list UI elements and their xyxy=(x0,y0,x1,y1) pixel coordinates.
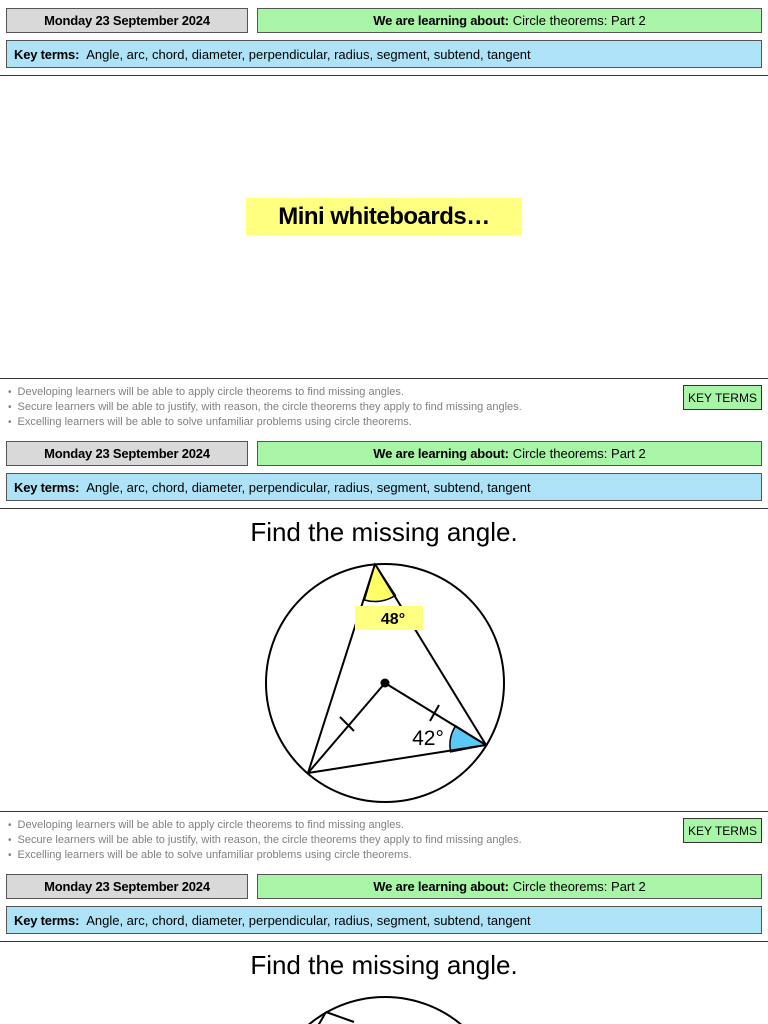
key-terms-label: Key terms: xyxy=(14,912,80,928)
date-box xyxy=(6,8,248,33)
footer-divider xyxy=(0,378,768,379)
chord-top-left xyxy=(308,564,375,773)
objective-secure: • Secure learners will be able to justify, with reason, the circle theorems they apply to find missing angles. xyxy=(8,400,522,415)
key-terms-box xyxy=(6,40,762,68)
key-terms-label: Key terms: xyxy=(14,46,80,62)
date-box xyxy=(6,441,248,466)
mini-whiteboards-title: Mini whiteboards… xyxy=(246,198,522,235)
learning-label: We are learning about: xyxy=(373,13,509,28)
angle-label-42: 42° xyxy=(412,727,444,750)
key-terms-button[interactable]: KEY TERMS xyxy=(683,818,762,843)
learning-objective-box xyxy=(257,874,762,899)
date-box xyxy=(6,874,248,899)
question-text: Find the missing angle. xyxy=(250,950,518,980)
objective-secure: • Secure learners will be able to justify, with reason, the circle theorems they apply to find missing angles. xyxy=(8,833,522,848)
key-terms-list: Angle, arc, chord, diameter, perpendicular, radius, segment, subtend, tangent xyxy=(86,46,531,62)
chord-top-right xyxy=(375,564,486,745)
slide-2 xyxy=(0,433,768,866)
tick-mark-right xyxy=(430,705,439,721)
learning-objective-box xyxy=(257,8,762,33)
date-text: Monday 23 September 2024 xyxy=(44,879,210,894)
learning-topic: Circle theorems: Part 2 xyxy=(512,879,646,894)
key-terms-list: Angle, arc, chord, diameter, perpendicular, radius, segment, subtend, tangent xyxy=(86,479,531,495)
slide-3 xyxy=(0,866,768,1024)
key-terms-box xyxy=(6,473,762,501)
centre-point xyxy=(381,679,390,688)
objectives-list xyxy=(8,818,522,863)
objective-developing: • Developing learners will be able to apply circle theorems to find missing angles. xyxy=(8,385,522,400)
objective-excelling: • Excelling learners will be able to solve unfamiliar problems using circle theorems. xyxy=(8,415,522,430)
learning-objective-box xyxy=(257,441,762,466)
circle-theorem-diagram xyxy=(254,557,516,809)
learning-topic: Circle theorems: Part 2 xyxy=(512,446,646,461)
header-divider xyxy=(0,75,768,76)
learning-label: We are learning about: xyxy=(373,446,509,461)
header-divider xyxy=(0,941,768,942)
radius-left xyxy=(308,683,385,773)
objective-developing: • Developing learners will be able to apply circle theorems to find missing angles. xyxy=(8,818,522,833)
key-terms-label: Key terms: xyxy=(14,479,80,495)
key-terms-button[interactable]: KEY TERMS xyxy=(683,385,762,410)
chord-bottom xyxy=(308,745,486,773)
objective-excelling: • Excelling learners will be able to solve unfamiliar problems using circle theorems. xyxy=(8,848,522,863)
chord-top xyxy=(326,1012,354,1022)
key-terms-box xyxy=(6,906,762,934)
question-text: Find the missing angle. xyxy=(250,517,518,547)
footer-divider xyxy=(0,811,768,812)
circle-theorem-diagram-partial xyxy=(254,990,516,1024)
angle-label-48: 48° xyxy=(380,611,406,628)
learning-topic: Circle theorems: Part 2 xyxy=(512,13,646,28)
circle-outline xyxy=(266,997,504,1024)
learning-label: We are learning about: xyxy=(373,879,509,894)
header-divider xyxy=(0,508,768,509)
date-text: Monday 23 September 2024 xyxy=(44,446,210,461)
objectives-list xyxy=(8,385,522,430)
key-terms-list: Angle, arc, chord, diameter, perpendicular, radius, segment, subtend, tangent xyxy=(86,912,531,928)
date-text: Monday 23 September 2024 xyxy=(44,13,210,28)
slide-1 xyxy=(0,0,768,433)
